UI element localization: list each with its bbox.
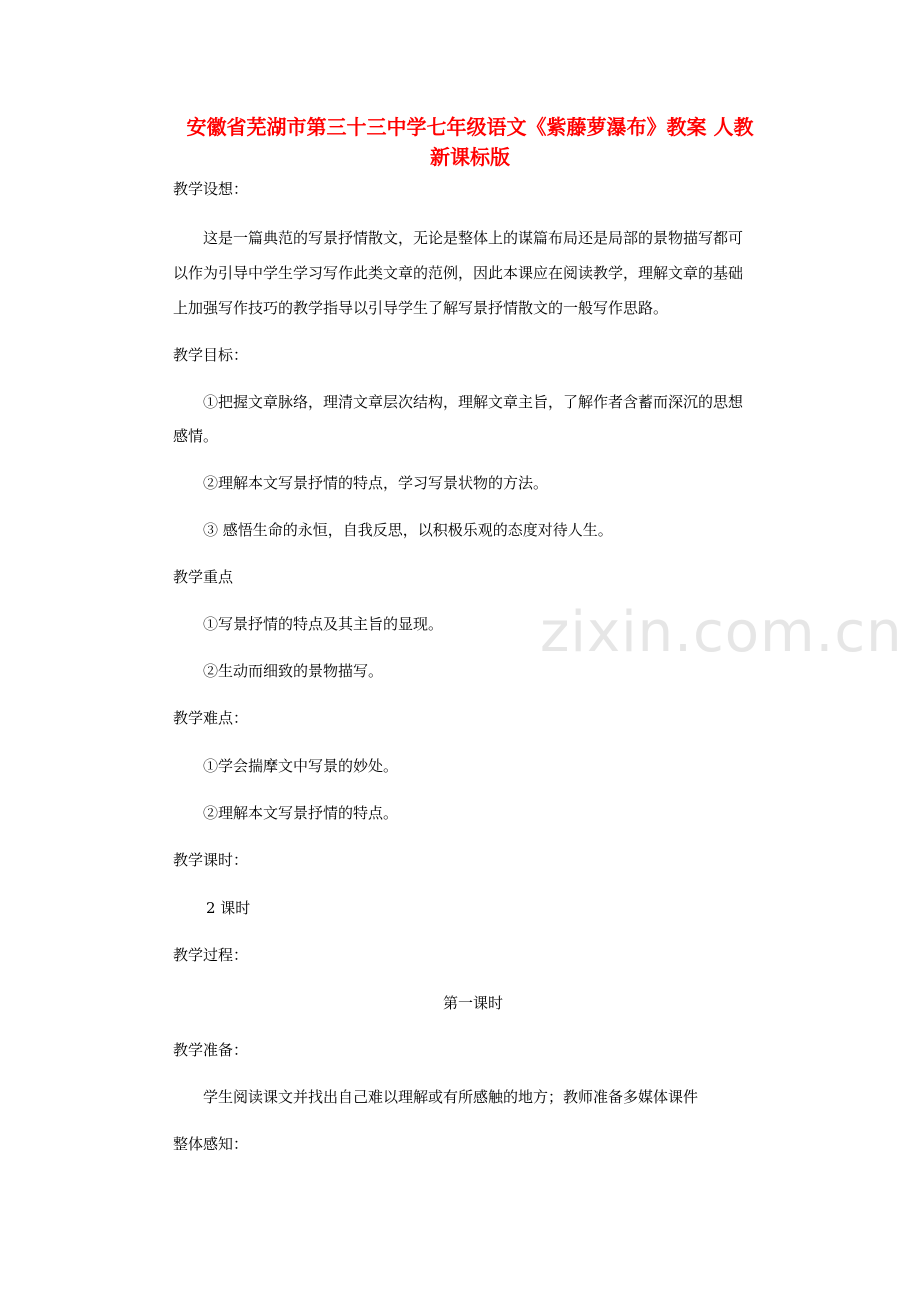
section-heading-process: 教学过程： [173,946,249,964]
lesson-1-label: 第一课时 [443,994,504,1012]
preparation-text: 学生阅读课文并找出自己难以理解或有所感触的地方；教师准备多媒体课件 [203,1088,699,1106]
section-heading-preparation: 教学准备： [173,1041,249,1059]
key-point-2: ②生动而细致的景物描写。 [203,662,384,680]
section-heading-perception: 整体感知： [173,1135,249,1153]
section-heading-difficulties: 教学难点： [173,709,249,727]
paragraph-design-line-2: 以作为引导中学生学习写作此类文章的范例，因此本课应在阅读教学，理解文章的基础 [173,264,744,282]
hours-value: 2 课时 [206,899,251,917]
paragraph-design-line-3: 上加强写作技巧的教学指导以引导学生了解写景抒情散文的一般写作思路。 [173,299,669,317]
section-heading-key-points: 教学重点 [173,568,234,586]
difficulty-1: ①学会揣摩文中写景的妙处。 [203,757,399,775]
goal-3: ③ 感悟生命的永恒，自我反思，以积极乐观的态度对待人生。 [203,521,613,539]
paragraph-design-line-1: 这是一篇典范的写景抒情散文，无论是整体上的谋篇布局还是局部的景物描写都可 [203,229,744,247]
goal-1-line-1: ①把握文章脉络，理清文章层次结构，理解文章主旨，了解作者含蓄而深沉的思想 [203,393,744,411]
watermark: zixin.com.cn [540,600,903,665]
difficulty-2: ②理解本文写景抒情的特点。 [203,804,399,822]
section-heading-design: 教学设想： [173,180,249,198]
goal-2: ②理解本文写景抒情的特点，学习写景状物的方法。 [203,474,549,492]
goal-1-line-2: 感情。 [173,427,219,445]
document-title-line-1: 安徽省芜湖市第三十三中学七年级语文《紫藤萝瀑布》教案 人教 [186,115,754,139]
key-point-1: ①写景抒情的特点及其主旨的显现。 [203,615,444,633]
document-title-line-2: 新课标版 [430,145,510,169]
section-heading-goals: 教学目标： [173,346,249,364]
section-heading-hours: 教学课时： [173,851,249,869]
document-title [150,112,790,172]
